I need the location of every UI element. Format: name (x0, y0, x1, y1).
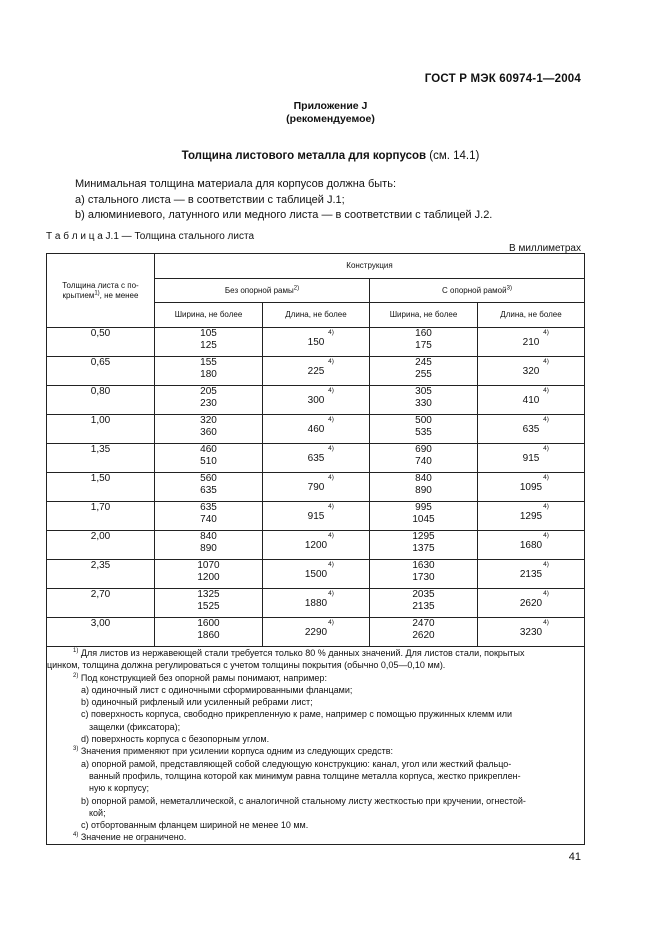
footnote-mark: 4) (328, 474, 334, 481)
cell-length-with-frame (478, 357, 585, 386)
value: 1200 (197, 572, 220, 583)
value: 2620 (412, 630, 435, 641)
note-2-a: a) одиночный лист с одиночными сформированными фланцами; (81, 684, 353, 695)
value: 2135 (412, 601, 435, 612)
value: 330 (415, 398, 432, 409)
cell-width-no-frame (155, 473, 263, 502)
footnote-mark: 4) (328, 503, 334, 510)
footnote-mark: 4) (328, 532, 334, 539)
header-width-1: Ширина, не более (155, 303, 263, 328)
footnote-mark: 4) (543, 358, 549, 365)
cell-length-with-frame (478, 618, 585, 647)
table-row (47, 415, 585, 444)
header-length-2: Длина, не более (478, 303, 585, 328)
value: 2290 (304, 627, 328, 638)
intro-text (75, 177, 492, 224)
cell-length-with-frame (478, 386, 585, 415)
note-2-mark: 2) (73, 672, 79, 679)
value: 180 (200, 369, 217, 380)
cell-length-with-frame (478, 415, 585, 444)
header-thickness (47, 254, 155, 328)
note-3-text: Значения применяют при усилении корпуса одним из следующих средств: (78, 746, 394, 757)
value: 175 (415, 340, 432, 351)
cell-width-with-frame (370, 531, 478, 560)
footnote-mark: 4) (543, 590, 549, 597)
value: 150 (307, 337, 325, 348)
cell-width-no-frame (155, 415, 263, 444)
cell-width-no-frame (155, 560, 263, 589)
cell-thickness: 3,00 (47, 618, 155, 647)
cell-thickness: 0,80 (47, 386, 155, 415)
cell-length-no-frame (263, 415, 370, 444)
table-row (47, 618, 585, 647)
value: 245 (415, 357, 432, 368)
note-2-text: Под конструкцией без опорной рамы понимают, например: (78, 672, 327, 683)
footnote-mark: 4) (328, 416, 334, 423)
note-1-cont: цинком, толщина должна регулироваться с учетом толщины покрытия (обычно 0,05—0,10 мм). (47, 660, 446, 671)
footnote-ref-1: 1) (94, 289, 100, 296)
cell-length-no-frame (263, 618, 370, 647)
value: 840 (200, 531, 217, 542)
appendix-heading (0, 100, 661, 126)
note-4 (47, 831, 584, 843)
value: 1045 (412, 514, 435, 525)
note-2-c-cont: защелки (фиксатора); (89, 721, 181, 732)
note-3-c: c) отбортованным фланцем шириной не менее 10 мм. (81, 820, 309, 831)
header-thickness-l2: крытием (62, 290, 95, 300)
note-4-mark: 4) (73, 832, 79, 839)
value: 1525 (197, 601, 220, 612)
value: 1860 (197, 630, 220, 641)
value: 915 (522, 453, 540, 464)
cell-width-with-frame (370, 328, 478, 357)
note-1-text: Для листов из нержавеющей стали требуется только 80 % данных значений. Для листов стали, покрытых (78, 648, 525, 658)
cell-width-with-frame (370, 386, 478, 415)
value: 995 (415, 502, 432, 513)
value: 740 (415, 456, 432, 467)
footnote-mark: 4) (543, 474, 549, 481)
value: 155 (200, 357, 217, 368)
footnote-mark: 4) (328, 445, 334, 452)
value: 1680 (519, 540, 543, 551)
value: 635 (200, 502, 217, 513)
footnote-mark: 4) (328, 387, 334, 394)
footnote-mark: 4) (328, 619, 334, 626)
header-width-2: Ширина, не более (370, 303, 478, 328)
section-ref: (см. 14.1) (426, 150, 480, 162)
value: 2035 (412, 589, 435, 600)
intro-line: Минимальная толщина материала для корпусов должна быть: (75, 178, 397, 190)
value: 1295 (519, 511, 543, 522)
note-3-a: a) опорной рамой, представляющей собой следующую конструкцию: канал, угол или жесткий фальцо- (81, 758, 512, 769)
footnote-mark: 4) (543, 532, 549, 539)
header-thickness-l1: Толщина листа с по- (62, 280, 139, 290)
cell-length-no-frame (263, 473, 370, 502)
document-header: ГОСТ Р МЭК 60974-1—2004 (424, 73, 581, 85)
footnote-mark: 4) (328, 329, 334, 336)
value: 305 (415, 386, 432, 397)
value: 255 (415, 369, 432, 380)
cell-width-no-frame (155, 618, 263, 647)
cell-width-no-frame (155, 502, 263, 531)
value: 210 (522, 337, 540, 348)
cell-thickness: 0,50 (47, 328, 155, 357)
note-3-b-cont: кой; (89, 807, 106, 818)
value: 915 (307, 511, 325, 522)
table-row (47, 386, 585, 415)
cell-length-no-frame (263, 357, 370, 386)
cell-length-with-frame (478, 328, 585, 357)
footnote-mark: 4) (543, 445, 549, 452)
note-2-b: b) одиночный рифленый или усиленный ребрами лист; (81, 697, 313, 708)
table-units: В миллиметрах (509, 243, 581, 254)
value: 2135 (519, 569, 543, 580)
value: 1295 (412, 531, 435, 542)
cell-length-with-frame (478, 589, 585, 618)
page-number: 41 (568, 851, 581, 863)
note-3-b: b) опорной рамой, неметаллической, с аналогичной стальному листу жесткостью при кручении, огнестой- (81, 795, 526, 806)
value: 2620 (519, 598, 543, 609)
cell-width-with-frame (370, 444, 478, 473)
value: 105 (200, 328, 217, 339)
appendix-subtitle: (рекомендуемое) (286, 113, 375, 125)
cell-thickness: 1,70 (47, 502, 155, 531)
cell-width-with-frame (370, 589, 478, 618)
cell-width-with-frame (370, 560, 478, 589)
header-thickness-l3: , не менее (99, 290, 139, 300)
cell-width-no-frame (155, 444, 263, 473)
cell-width-with-frame (370, 357, 478, 386)
cell-width-with-frame (370, 415, 478, 444)
note-4-text: Значение не ограничено. (78, 832, 187, 843)
cell-thickness: 2,70 (47, 589, 155, 618)
appendix-title: Приложение J (293, 100, 368, 112)
cell-width-no-frame (155, 328, 263, 357)
table-row (47, 502, 585, 531)
value: 410 (522, 395, 540, 406)
value: 205 (200, 386, 217, 397)
table-row (47, 444, 585, 473)
cell-width-with-frame (370, 502, 478, 531)
footnote-mark: 4) (543, 329, 549, 336)
note-2-c: c) поверхность корпуса, свободно прикрепленную к раме, например с помощью пружинных клемм или (81, 709, 513, 720)
value: 230 (200, 398, 217, 409)
value: 1880 (304, 598, 328, 609)
footnote-mark: 4) (328, 590, 334, 597)
cell-thickness: 1,00 (47, 415, 155, 444)
table-caption: Т а б л и ц а J.1 — Толщина стального листа (46, 231, 255, 242)
cell-thickness: 1,35 (47, 444, 155, 473)
table-row (47, 357, 585, 386)
footnote-mark: 4) (543, 387, 549, 394)
table-notes (47, 647, 585, 845)
section-title (0, 150, 661, 162)
cell-thickness: 0,65 (47, 357, 155, 386)
value: 2470 (412, 618, 435, 629)
note-3-mark: 3) (73, 746, 79, 753)
value: 3230 (519, 627, 543, 638)
cell-length-no-frame (263, 531, 370, 560)
value: 460 (307, 424, 325, 435)
value: 320 (200, 415, 217, 426)
value: 1730 (412, 572, 435, 583)
intro-item-b: b) алюминиевого, латунного или медного листа — в соответствии с таблицей J.2. (75, 209, 493, 221)
header-with-frame (370, 279, 585, 303)
cell-width-no-frame (155, 531, 263, 560)
table-row (47, 589, 585, 618)
value: 635 (307, 453, 325, 464)
footnote-ref-3: 3) (506, 284, 512, 291)
note-2 (47, 672, 584, 684)
value: 740 (200, 514, 217, 525)
section-title-text: Толщина листового металла для корпусов (181, 150, 427, 162)
note-2-d: d) поверхность корпуса с безопорным углом. (81, 734, 270, 745)
cell-width-with-frame (370, 618, 478, 647)
note-3-a-cont2: ную к корпусу; (89, 783, 149, 794)
value: 890 (415, 485, 432, 496)
cell-length-no-frame (263, 502, 370, 531)
value: 300 (307, 395, 325, 406)
cell-width-no-frame (155, 386, 263, 415)
note-3-a-cont: ванный профиль, толщина которой как минимум равна толщине металла корпуса, жестко прикреплен- (89, 770, 521, 781)
value: 890 (200, 543, 217, 554)
cell-length-no-frame (263, 328, 370, 357)
value: 1095 (519, 482, 543, 493)
value: 535 (415, 427, 432, 438)
footnote-mark: 4) (328, 358, 334, 365)
cell-length-with-frame (478, 473, 585, 502)
header-with-frame-label: С опорной рамой (442, 285, 507, 295)
header-no-frame (155, 279, 370, 303)
value: 1375 (412, 543, 435, 554)
value: 635 (200, 485, 217, 496)
value: 460 (200, 444, 217, 455)
footnote-mark: 4) (328, 561, 334, 568)
value: 790 (307, 482, 325, 493)
cell-thickness: 2,35 (47, 560, 155, 589)
value: 1600 (197, 618, 220, 629)
table-row (47, 531, 585, 560)
note-1 (47, 647, 584, 659)
value: 635 (522, 424, 540, 435)
footnote-mark: 4) (543, 561, 549, 568)
cell-length-no-frame (263, 589, 370, 618)
note-1-mark: 1) (73, 648, 79, 654)
cell-width-no-frame (155, 589, 263, 618)
value: 360 (200, 427, 217, 438)
header-construction: Конструкция (155, 254, 585, 279)
value: 690 (415, 444, 432, 455)
table-row (47, 560, 585, 589)
note-3 (47, 745, 584, 757)
value: 500 (415, 415, 432, 426)
cell-width-no-frame (155, 357, 263, 386)
cell-thickness: 2,00 (47, 531, 155, 560)
footnote-ref-2: 2) (293, 284, 300, 291)
value: 1200 (304, 540, 328, 551)
cell-length-no-frame (263, 444, 370, 473)
cell-length-with-frame (478, 444, 585, 473)
cell-length-with-frame (478, 502, 585, 531)
value: 160 (415, 328, 432, 339)
footnote-mark: 4) (543, 416, 549, 423)
header-no-frame-label: Без опорной рамы (224, 285, 294, 295)
footnote-mark: 4) (543, 619, 549, 626)
value: 560 (200, 473, 217, 484)
header-length-1: Длина, не более (263, 303, 370, 328)
value: 1630 (412, 560, 435, 571)
value: 840 (415, 473, 432, 484)
cell-length-no-frame (263, 386, 370, 415)
thickness-table (46, 253, 585, 845)
cell-length-with-frame (478, 531, 585, 560)
value: 320 (522, 366, 540, 377)
table-row (47, 473, 585, 502)
cell-width-with-frame (370, 473, 478, 502)
cell-length-with-frame (478, 560, 585, 589)
intro-item-a: a) стального листа — в соответствии с таблицей J.1; (75, 193, 345, 206)
value: 510 (200, 456, 217, 467)
value: 1325 (197, 589, 220, 600)
cell-thickness: 1,50 (47, 473, 155, 502)
value: 1070 (197, 560, 220, 571)
footnote-mark: 4) (543, 503, 549, 510)
cell-length-no-frame (263, 560, 370, 589)
value: 225 (307, 366, 325, 377)
table-row (47, 328, 585, 357)
value: 1500 (304, 569, 328, 580)
value: 125 (200, 340, 217, 351)
